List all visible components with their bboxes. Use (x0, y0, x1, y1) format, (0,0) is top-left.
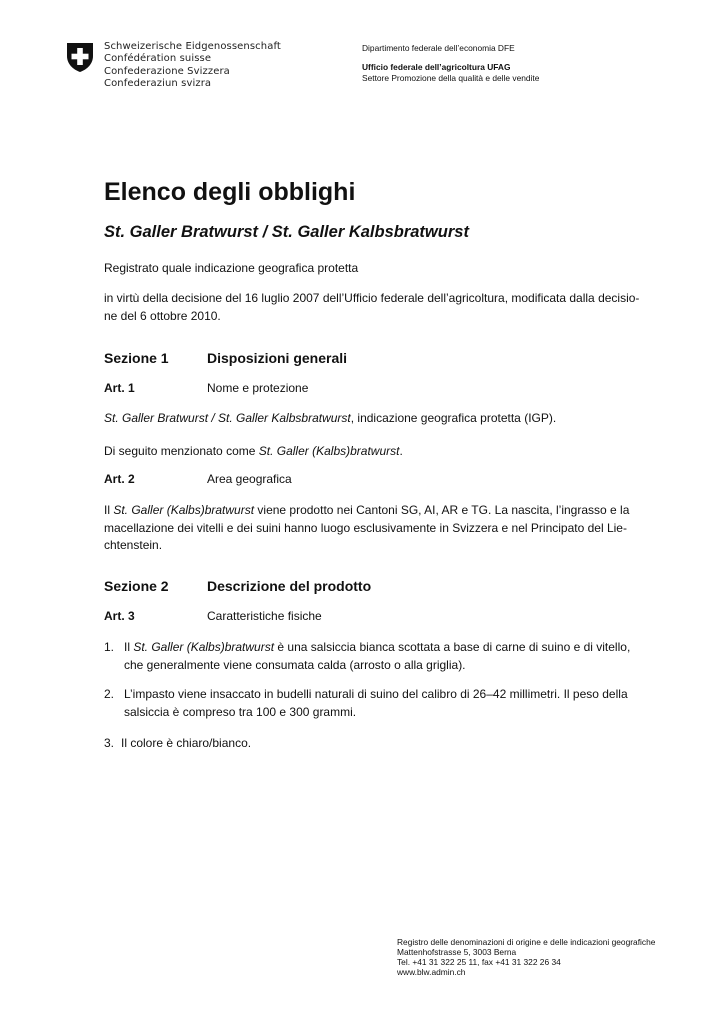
article-number: Art. 2 (104, 472, 135, 486)
list-item: 3. Il colore è chiaro/bianco. (104, 736, 252, 750)
product-name: St. Galler (Kalbs)bratwurst (133, 640, 275, 654)
language-name-rm: Confederaziun svizra (104, 78, 212, 90)
list-item: 1. Il St. Galler (Kalbs)bratwurst è una salsiccia bianca scottata a base di carne di suino e di vitello, che generalmente viene consumata calda (arrosto o alla griglia). (104, 640, 631, 672)
article-title: Nome e protezione (207, 381, 309, 395)
language-name-fr: Confédération suisse (104, 53, 212, 65)
document-title: Elenco degli obblighi (104, 178, 356, 206)
section-number: Sezione 2 (104, 578, 169, 594)
section-title: Disposizioni generali (207, 350, 348, 366)
document-subtitle: St. Galler Bratwurst / St. Galler Kalbsbratwurst (104, 223, 469, 241)
office-name: Ufficio federale dell’agricoltura UFAG (362, 62, 511, 72)
section-1-heading (104, 350, 347, 366)
article-title: Area geografica (207, 472, 292, 486)
product-name: St. Galler Bratwurst / St. Galler Kalbsbratwurst (104, 411, 351, 425)
article-number: Art. 1 (104, 381, 135, 395)
article-number: Art. 3 (104, 609, 135, 623)
department-block (362, 43, 539, 84)
confederation-names (104, 41, 281, 91)
footer-address (397, 937, 657, 977)
article-3-heading (104, 609, 322, 623)
language-name-de: Schweizerische Eidgenossenschaft (104, 41, 281, 52)
article-1-paragraph-2: Di seguito menzionato come St. Galler (Kalbs)bratwurst. (104, 444, 403, 458)
article-2-heading (104, 472, 292, 486)
footer-line: Registro delle denominazioni di origine e delle indicazioni geografiche (397, 937, 656, 947)
decision-note: in virtù della decisione del 16 luglio 2007 dell’Ufficio federale dell’agricoltura, modificata dalla decisio-ne del 6 ottobre 2010. (104, 291, 640, 323)
footer-link[interactable]: www.blw.admin.ch (397, 967, 466, 977)
language-name-it: Confederazione Svizzera (104, 65, 230, 77)
footer-line: Mattenhofstrasse 5, 3003 Berna (397, 947, 517, 957)
section-number: Sezione 1 (104, 350, 169, 366)
section-2-heading (104, 578, 371, 594)
swiss-cross-icon (66, 42, 94, 73)
article-title: Caratteristiche fisiche (207, 609, 322, 623)
department-name: Dipartimento federale dell’economia DFE (362, 43, 515, 53)
product-name: St. Galler (Kalbs)bratwurst (258, 444, 400, 458)
article-1-heading (104, 381, 308, 395)
section-title: Descrizione del prodotto (207, 578, 372, 594)
footer-line: Tel. +41 31 322 25 11, fax +41 31 322 26 34 (397, 957, 561, 967)
list-item: 2. L’impasto viene insaccato in budelli naturali di suino del calibro di 26–42 millimetri. Il peso della salsiccia è compreso tra 100 e 300 grammi. (104, 687, 628, 719)
sector-name: Settore Promozione della qualità e delle vendite (362, 73, 540, 83)
product-name: St. Galler (Kalbs)bratwurst (113, 503, 255, 517)
registration-note: Registrato quale indicazione geografica protetta (104, 261, 359, 275)
article-1-paragraph-1: St. Galler Bratwurst / St. Galler Kalbsbratwurst, indicazione geografica protetta (IGP). (104, 411, 557, 425)
article-2-paragraph: Il St. Galler (Kalbs)bratwurst viene prodotto nei Cantoni SG, AI, AR e TG. La nascita, l’ingrasso e la macellazione dei vitelli e dei suini hanno luogo esclusivamente in Svizzera e nel Principato del Lie-chtenstein. (104, 503, 630, 552)
